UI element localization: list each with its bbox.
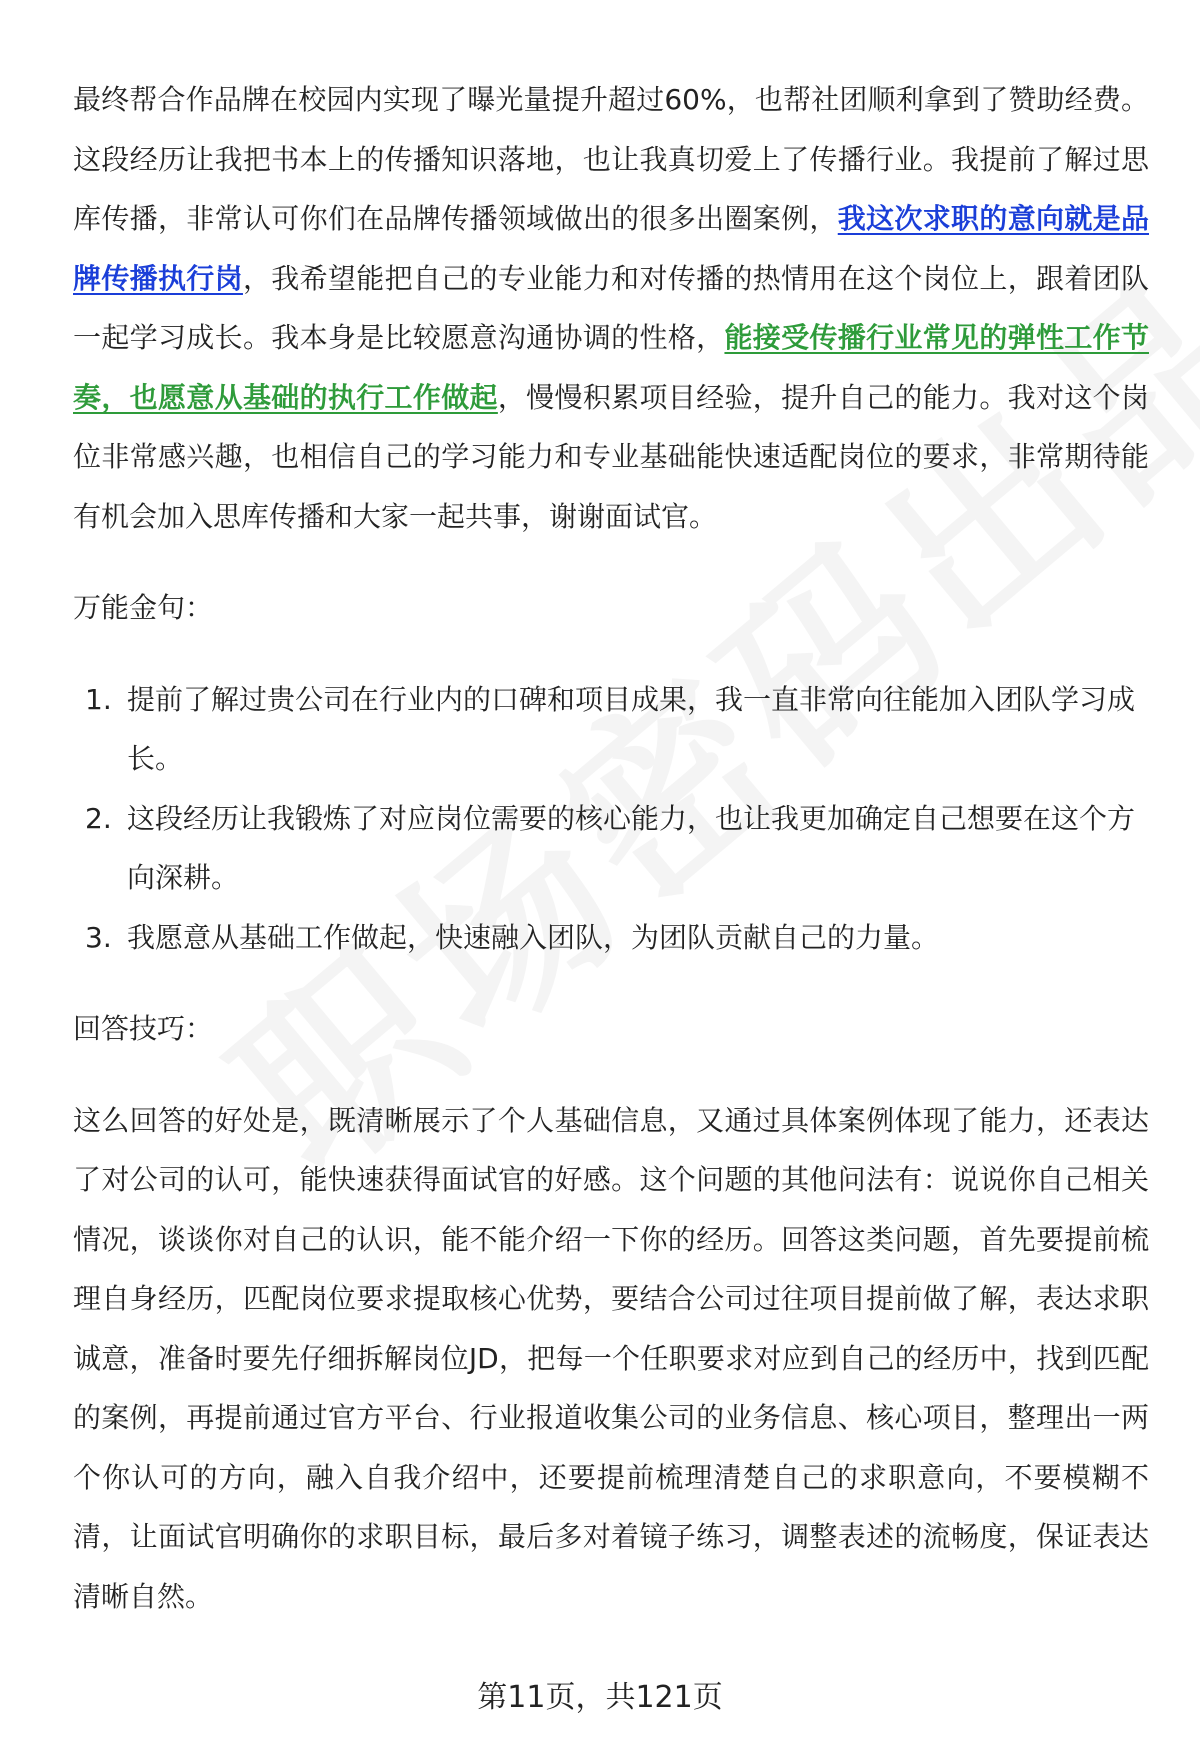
document-body: [73, 70, 1149, 1626]
list-item: [73, 908, 1149, 968]
answer-text-part2: ，我希望能把自己的专业能力和对传播的热情用在这个岗位上，跟着团队一起学习成长。我本身是比较愿意沟通协调的性格，: [73, 261, 1149, 354]
golden-sentences-heading: 万能金句：: [73, 591, 214, 624]
list-item-text: 这段经历让我锻炼了对应岗位需要的核心能力，也让我更加确定自己想要在这个方向深耕。: [127, 801, 1136, 894]
answer-text-part1: 最终帮合作品牌在校园内实现了曝光量提升超过60%，也帮社团顺利拿到了赞助经费。这段经历让我把书本上的传播知识落地，也让我真切爱上了传播行业。我提前了解过思库传播，非常认可你们在品牌传播领域做出的很多出圈案例，: [73, 83, 1149, 235]
tips-heading: 回答技巧：: [73, 1012, 214, 1045]
highlight-job-intent: 我这次求职的意向就是品牌传播执行岗: [73, 202, 1149, 295]
list-item: [73, 670, 1149, 789]
tips-paragraph: 这么回答的好处是，既清晰展示了个人基础信息，又通过具体案例体现了能力，还表达了对公司的认可，能快速获得面试官的好感。这个问题的其他问法有：说说你自己相关情况，谈谈你对自己的认识，能不能介绍一下你的经历。回答这类问题，首先要提前梳理自身经历，匹配岗位要求提取核心优势，要结合公司过往项目提前做了解，表达求职诚意，准备时要先仔细拆解岗位JD，把每一个任职要求对应到自己的经历中，找到匹配的案例，再提前通过官方平台、行业报道收集公司的业务信息、核心项目，整理出一两个你认可的方向，融入自我介绍中，还要提前梳理清楚自己的求职意向，不要模糊不清，让面试官明确你的求职目标，最后多对着镜子练习，调整表述的流畅度，保证表达清晰自然。: [73, 1103, 1149, 1613]
page-number: 第11页，共121页: [477, 1680, 723, 1715]
list-item-number: 3.: [85, 920, 112, 954]
list-item: [73, 789, 1149, 908]
list-item-number: 2.: [85, 801, 112, 835]
list-item-text: 我愿意从基础工作做起，快速融入团队，为团队贡献自己的力量。: [127, 920, 940, 954]
answer-paragraph: [73, 70, 1149, 546]
list-item-text: 提前了解过贵公司在行业内的口碑和项目成果，我一直非常向往能加入团队学习成长。: [127, 682, 1136, 775]
golden-sentences-list: [73, 670, 1149, 968]
highlight-work-attitude: 能接受传播行业常见的弹性工作节奏，也愿意从基础的执行工作做起: [73, 321, 1149, 414]
answer-text-part3: ，慢慢积累项目经验，提升自己的能力。我对这个岗位非常感兴趣，也相信自己的学习能力和专业基础能快速适配岗位的要求，非常期待能有机会加入思库传播和大家一起共事，谢谢面试官。: [73, 380, 1149, 533]
list-item-number: 1.: [85, 682, 112, 716]
